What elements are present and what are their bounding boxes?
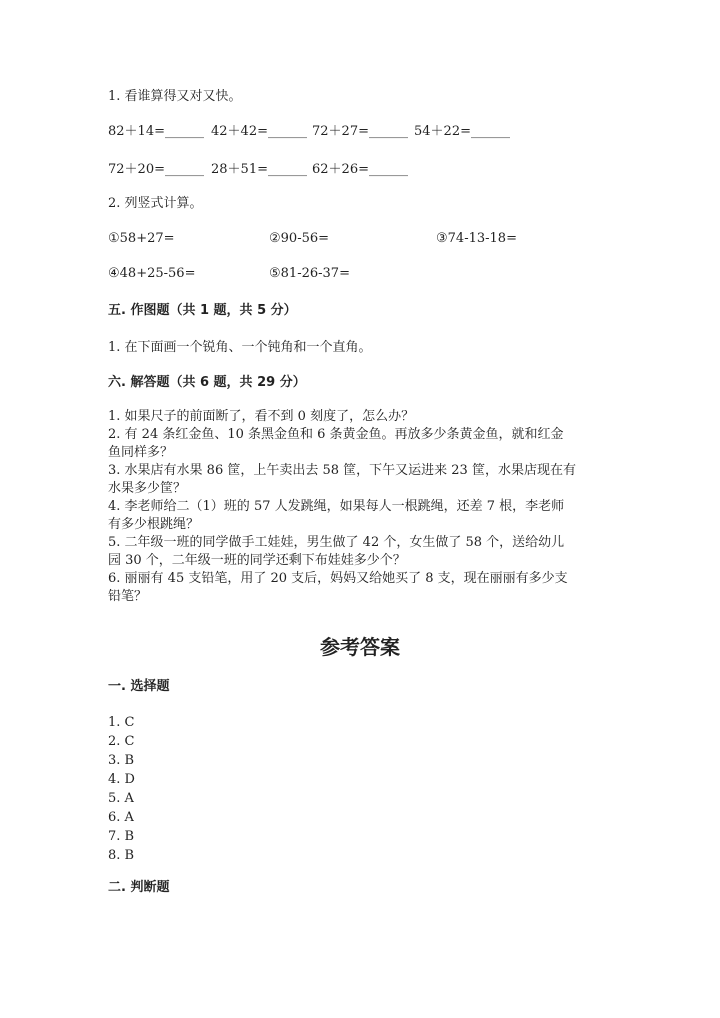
vertical-calc-item: ⑤81-26-37=	[269, 266, 350, 281]
question-2-title: 2. 列竖式计算。	[108, 196, 203, 211]
section-5-item: 1. 在下面画一个锐角、一个钝角和一个直角。	[108, 340, 372, 355]
arithmetic-item: 28＋51=______	[211, 162, 307, 177]
problem-line: 有多少根跳绳？	[108, 517, 200, 532]
problem-line: 1. 如果尺子的前面断了，看不到 0 刻度了，怎么办？	[108, 409, 415, 424]
problem-line: 4. 李老师给二（1）班的 57 人发跳绳，如果每人一根跳绳，还差 7 根，李老师	[108, 499, 565, 514]
answer-item: 3. B	[108, 753, 135, 768]
problem-line: 水果多少筐？	[108, 481, 187, 496]
vertical-calc-item: ②90-56=	[269, 231, 330, 246]
arithmetic-item: 62＋26=______	[312, 162, 408, 177]
problem-line: 6. 丽丽有 45 支铅笔，用了 20 支后，妈妈又给她买了 8 支，现在丽丽有多少支	[108, 571, 568, 586]
answers-list	[108, 713, 135, 865]
answers-section-1-heading: 一. 选择题	[108, 679, 170, 694]
problem-line: 3. 水果店有水果 86 筐，上午卖出去 58 筐，下午又运进来 23 筐，水果店现在有	[108, 463, 576, 478]
section-5-heading: 五. 作图题（共 1 题，共 5 分）	[108, 303, 297, 318]
answer-item: 6. A	[108, 810, 134, 825]
answer-item: 8. B	[108, 848, 135, 863]
answer-item: 7. B	[108, 829, 135, 844]
question-1-title: 1. 看谁算得又对又快。	[108, 89, 242, 104]
answer-item: 2. C	[108, 734, 135, 749]
arithmetic-item: 72＋27=______	[312, 124, 408, 139]
vertical-calc-item: ①58+27=	[108, 231, 175, 246]
answer-item: 1. C	[108, 715, 135, 730]
answers-section-2-heading: 二. 判断题	[108, 880, 170, 895]
section-6-heading: 六. 解答题（共 6 题，共 29 分）	[108, 375, 306, 390]
problem-line: 园 30 个，二年级一班的同学还剩下布娃娃多少个？	[108, 553, 406, 568]
problem-line: 5. 二年级一班的同学做手工娃娃，男生做了 42 个，女生做了 58 个，送给幼儿	[108, 535, 565, 550]
vertical-calc-item: ③74-13-18=	[436, 231, 517, 246]
vertical-calc-item: ④48+25-56=	[108, 266, 196, 281]
problem-line: 2. 有 24 条红金鱼、10 条黑金鱼和 6 条黄金鱼。再放多少条黄金鱼，就和红金	[108, 427, 564, 442]
arithmetic-item: 82＋14=______	[108, 124, 204, 139]
answers-title: 参考答案	[320, 635, 400, 659]
section-6-problems	[108, 408, 576, 606]
arithmetic-item: 54＋22=______	[414, 124, 510, 139]
problem-line: 铅笔？	[108, 589, 148, 604]
problem-line: 鱼同样多？	[108, 445, 174, 460]
arithmetic-item: 42＋42=______	[211, 124, 307, 139]
arithmetic-item: 72＋20=______	[108, 162, 204, 177]
answer-item: 4. D	[108, 772, 135, 787]
answer-item: 5. A	[108, 791, 134, 806]
